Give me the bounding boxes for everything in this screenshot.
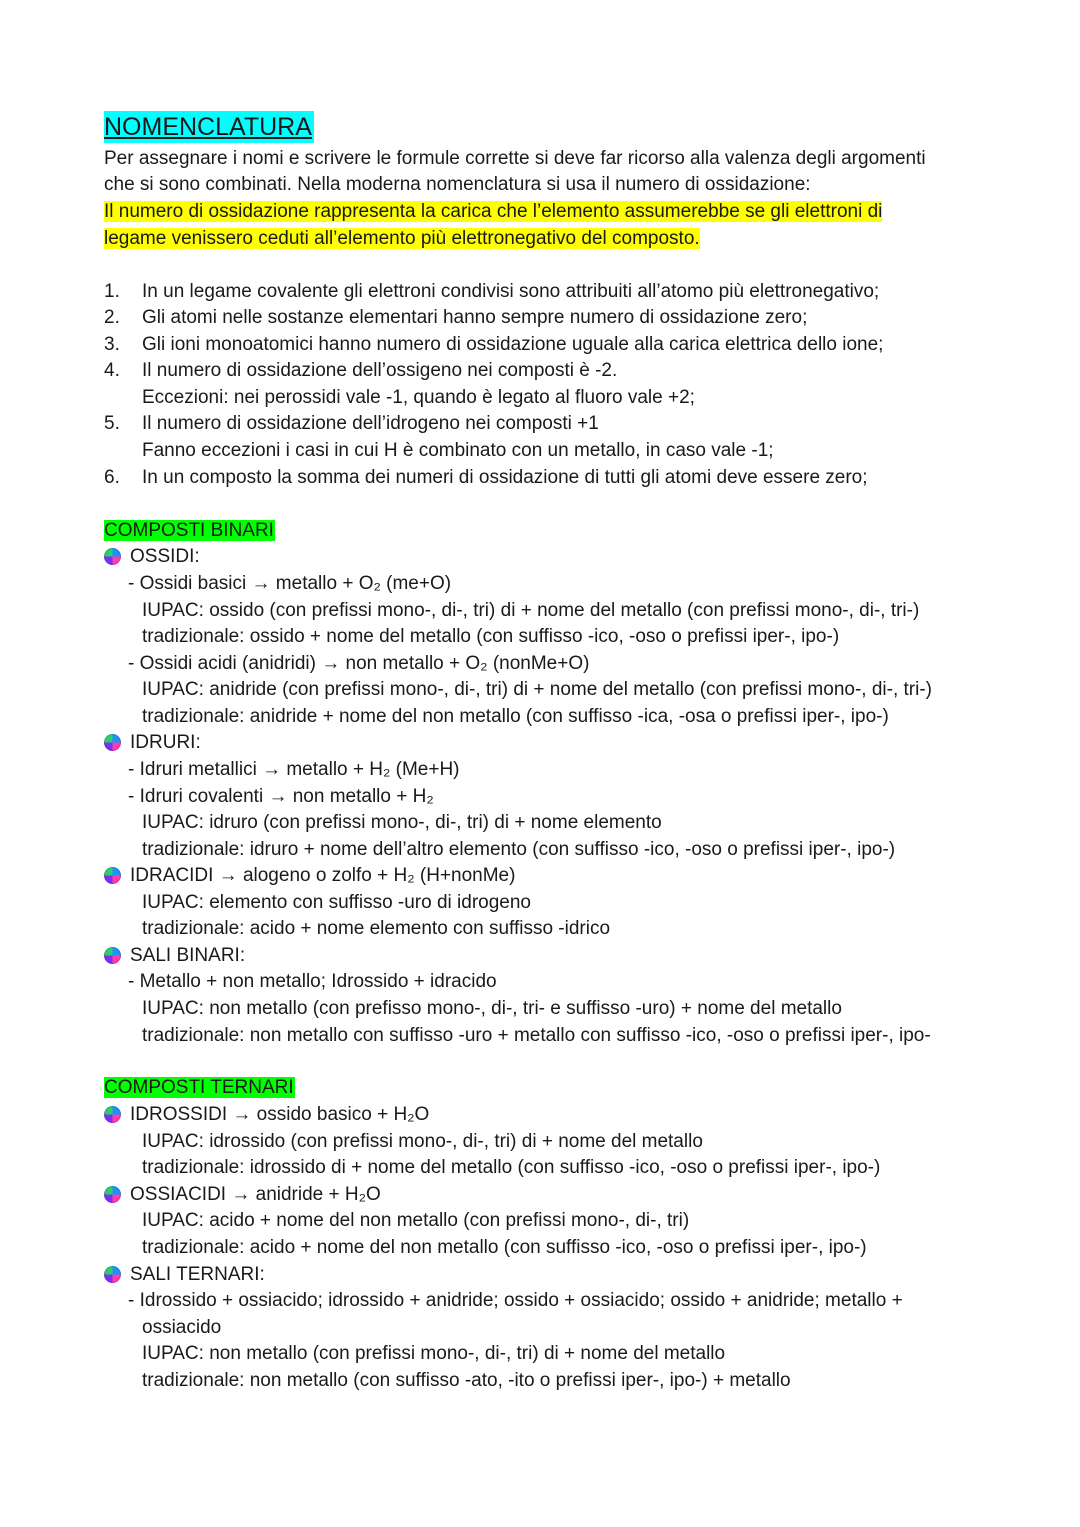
highlighted-definition-2: legame venissero ceduti all’elemento più elettronegativo del composto.	[104, 228, 700, 249]
intro-line-2: che si sono combinati. Nella moderna nomenclatura si usa il numero di ossidazione:	[104, 174, 811, 195]
rule-text: In un legame covalente gli elettroni condivisi sono attribuiti all’atomo più elettronegativo;	[142, 281, 880, 302]
item-tradizionale: tradizionale: non metallo con suffisso -uro + metallo con suffisso -ico, -oso o prefissi iper-, ipo-	[142, 1025, 931, 1046]
rule-text: Gli atomi nelle sostanze elementari hanno sempre numero di ossidazione zero;	[142, 307, 808, 328]
item-iupac: IUPAC: non metallo (con prefissi mono-, di-, tri) di + nome del metallo	[142, 1343, 726, 1364]
multicolor-bullet-icon	[104, 1186, 121, 1203]
item-ossidi-basici: - Ossidi basici → metallo + O₂ (me+O)	[128, 573, 452, 594]
section-heading-ternari: COMPOSTI TERNARI	[104, 1077, 294, 1098]
item-sali-definition-cont: ossiacido	[142, 1317, 222, 1338]
multicolor-bullet-icon	[104, 947, 121, 964]
rule-number: 4.	[104, 360, 120, 381]
item-tradizionale: tradizionale: idruro + nome dell’altro elemento (con suffisso -ico, -oso o prefissi iper-, ipo-)	[142, 839, 896, 860]
group-ossiacidi: OSSIACIDI → anidride + H₂O	[130, 1184, 381, 1205]
rule-number: 3.	[104, 334, 120, 355]
multicolor-bullet-icon	[104, 1106, 121, 1123]
multicolor-bullet-icon	[104, 867, 121, 884]
item-iupac: IUPAC: non metallo (con prefisso mono-, di-, tri- e suffisso -uro) + nome del metallo	[142, 998, 842, 1019]
item-tradizionale: tradizionale: non metallo (con suffisso -ato, -ito o prefissi iper-, ipo-) + metallo	[142, 1370, 791, 1391]
multicolor-bullet-icon	[104, 1266, 121, 1283]
group-idrossidi: IDROSSIDI → ossido basico + H₂O	[130, 1104, 430, 1125]
item-idruri-metallici: - Idruri metallici → metallo + H₂ (Me+H)	[128, 759, 460, 780]
group-idruri: IDRURI:	[130, 732, 201, 753]
group-sali-ternari: SALI TERNARI:	[130, 1264, 265, 1285]
rule-text: In un composto la somma dei numeri di ossidazione di tutti gli atomi deve essere zero;	[142, 467, 868, 488]
rule-text: Il numero di ossidazione dell’ossigeno nei composti è -2.	[142, 360, 618, 381]
item-tradizionale: tradizionale: acido + nome elemento con suffisso -idrico	[142, 918, 611, 939]
item-ossidi-acidi: - Ossidi acidi (anidridi) → non metallo + O₂ (nonMe+O)	[128, 653, 590, 674]
multicolor-bullet-icon	[104, 734, 121, 751]
item-iupac: IUPAC: ossido (con prefissi mono-, di-, tri) di + nome del metallo (con prefissi mono-, di-, tri-)	[142, 600, 920, 621]
item-iupac: IUPAC: anidride (con prefissi mono-, di-, tri) di + nome del metallo (con prefissi mono-, di-, tri-)	[142, 679, 932, 700]
group-idracidi: IDRACIDI → alogeno o zolfo + H₂ (H+nonMe)	[130, 865, 516, 886]
multicolor-bullet-icon	[104, 548, 121, 565]
item-sali-definition: - Metallo + non metallo; Idrossido + idracido	[128, 971, 497, 992]
page-title: NOMENCLATURA	[104, 113, 312, 141]
rule-text: Il numero di ossidazione dell’idrogeno nei composti +1	[142, 413, 599, 434]
rule-text: Gli ioni monoatomici hanno numero di ossidazione uguale alla carica elettrica dello ione;	[142, 334, 884, 355]
group-sali-binari: SALI BINARI:	[130, 945, 246, 966]
item-tradizionale: tradizionale: ossido + nome del metallo (con suffisso -ico, -oso o prefissi iper-, ipo-)	[142, 626, 840, 647]
item-sali-definition: - Idrossido + ossiacido; idrossido + anidride; ossido + ossiacido; ossido + anidride; metallo +	[128, 1290, 903, 1311]
item-iupac: IUPAC: idruro (con prefissi mono-, di-, tri) di + nome elemento	[142, 812, 662, 833]
rule-number: 6.	[104, 467, 120, 488]
item-tradizionale: tradizionale: acido + nome del non metallo (con suffisso -ico, -oso o prefissi iper-, ipo-)	[142, 1237, 867, 1258]
item-iupac: IUPAC: elemento con suffisso -uro di idrogeno	[142, 892, 531, 913]
group-ossidi: OSSIDI:	[130, 546, 200, 567]
section-heading-binari: COMPOSTI BINARI	[104, 520, 274, 541]
rule-number: 1.	[104, 281, 120, 302]
rule-number: 5.	[104, 413, 120, 434]
item-idruri-covalenti: - Idruri covalenti → non metallo + H₂	[128, 786, 434, 807]
rule-number: 2.	[104, 307, 120, 328]
item-tradizionale: tradizionale: idrossido di + nome del metallo (con suffisso -ico, -oso o prefissi iper-, ipo-)	[142, 1157, 881, 1178]
item-iupac: IUPAC: acido + nome del non metallo (con prefissi mono-, di-, tri)	[142, 1210, 690, 1231]
highlighted-definition-1: Il numero di ossidazione rappresenta la carica che l’elemento assumerebbe se gli elettroni di	[104, 201, 883, 222]
intro-line-1: Per assegnare i nomi e scrivere le formule corrette si deve far ricorso alla valenza degli argomenti	[104, 148, 926, 169]
item-iupac: IUPAC: idrossido (con prefissi mono-, di-, tri) di + nome del metallo	[142, 1131, 703, 1152]
rule-exception: Eccezioni: nei perossidi vale -1, quando è legato al fluoro vale +2;	[142, 387, 695, 408]
rule-exception: Fanno eccezioni i casi in cui H è combinato con un metallo, in caso vale -1;	[142, 440, 774, 461]
item-tradizionale: tradizionale: anidride + nome del non metallo (con suffisso -ica, -osa o prefissi iper-, ipo-)	[142, 706, 889, 727]
